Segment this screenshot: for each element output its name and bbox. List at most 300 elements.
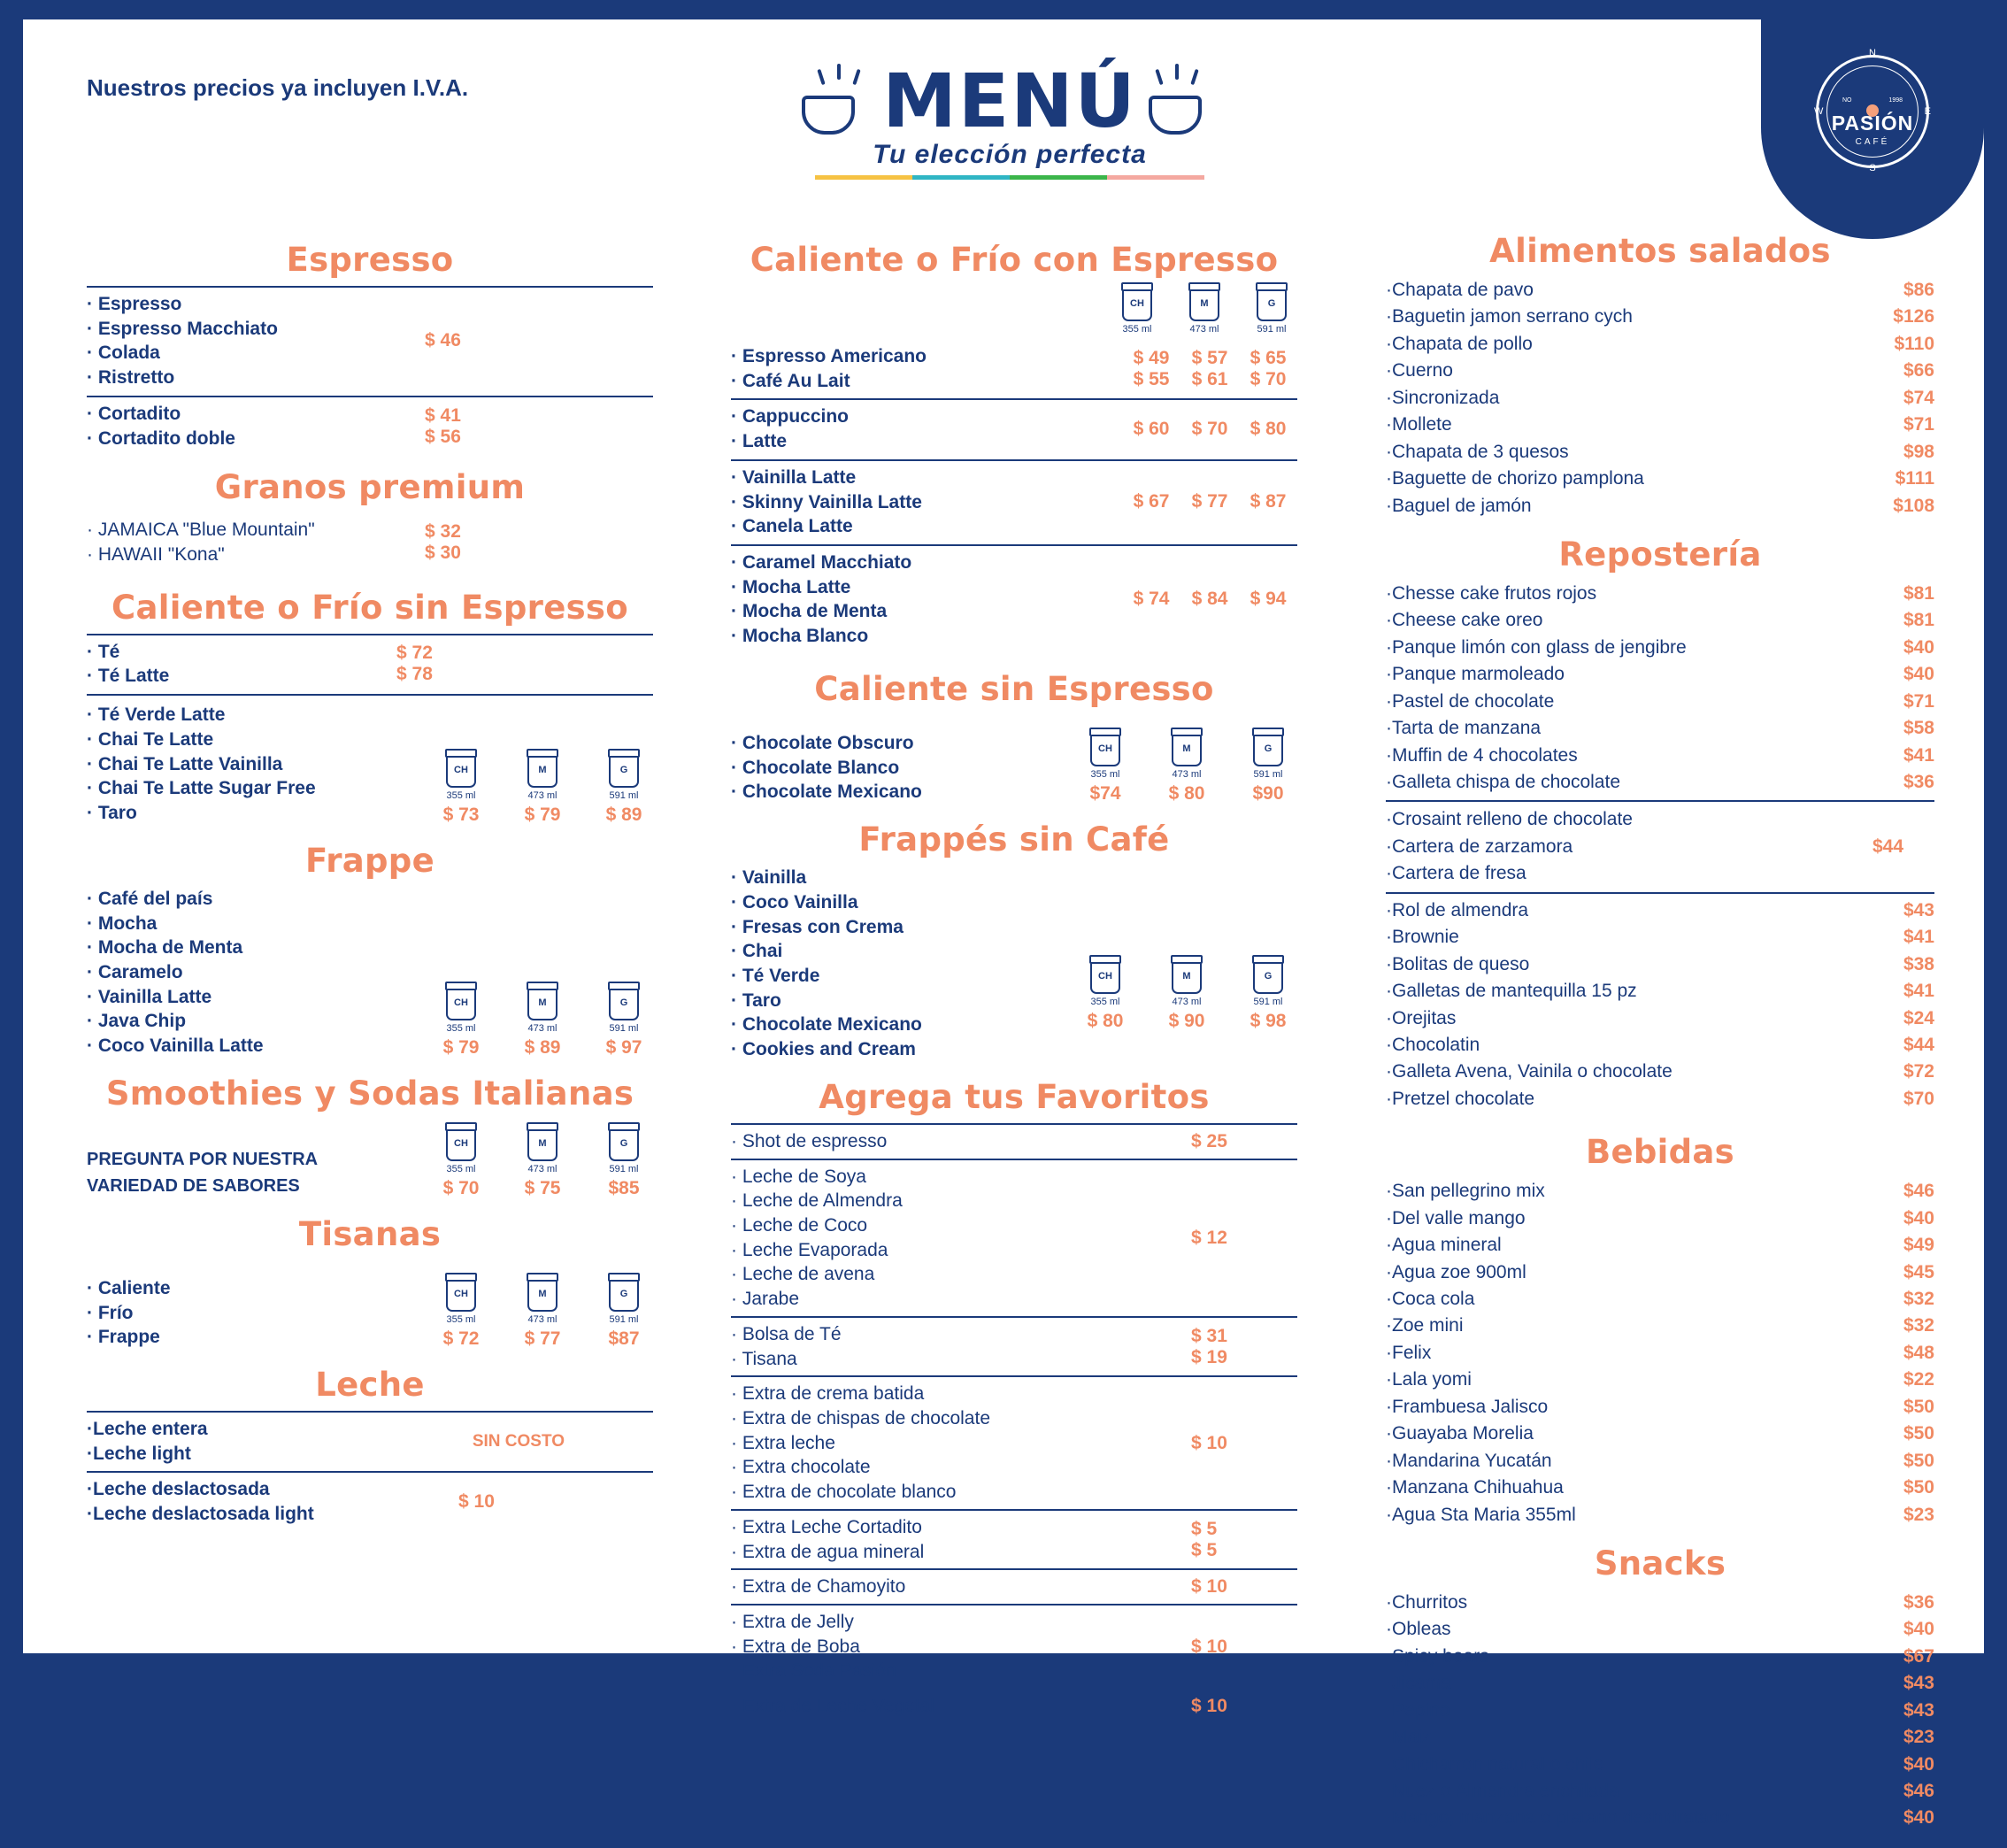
iva-note: Nuestros precios ya incluyen I.V.A. <box>87 74 469 101</box>
cup-icon-g <box>1253 731 1283 766</box>
cup-size-label: G <box>619 1137 628 1149</box>
cup-icon-g <box>1253 959 1283 994</box>
con-espresso-group-3 <box>731 461 1297 546</box>
size-ch <box>432 752 490 826</box>
price: $22 <box>1903 1369 1934 1390</box>
column-right <box>1386 232 1934 1848</box>
price: $ 5 <box>1191 1539 1218 1560</box>
list-item: · Chocolate Blanco <box>731 757 900 778</box>
price: $111 <box>1895 468 1934 489</box>
list-item: ·Chicharron natural o chile $40 <box>1386 1753 1934 1775</box>
list-item: ·Mango, manzana o platano deshidratado $40 <box>1386 1807 1934 1829</box>
list-item: ·Bolitas de queso $38 <box>1386 953 1934 974</box>
price: $23 <box>1903 1727 1934 1748</box>
price: $44 <box>1903 1034 1934 1055</box>
size-prices <box>1076 731 1297 805</box>
list-item: · Espresso <box>87 294 182 314</box>
price: $ 41 <box>425 404 461 426</box>
price: $ 70 <box>1250 368 1287 389</box>
list-item: ·Tarta de manzana $58 <box>1386 718 1934 739</box>
list-item: · Coco Vainilla Latte <box>87 1036 264 1057</box>
list-item: · Chai Te Latte Sugar Free <box>87 778 316 799</box>
price: $ 19 <box>1191 1346 1227 1367</box>
list-item: · Taro <box>87 803 137 824</box>
section-title-tisanas: Tisanas <box>298 1214 442 1253</box>
cup-icon-ch <box>446 985 476 1020</box>
cup-size-label: G <box>619 764 628 775</box>
list-item: · HAWAII "Kona" <box>87 544 225 566</box>
list-item: · Cappuccino <box>731 406 850 427</box>
list-item: ·Guayaba Morelia $50 <box>1386 1423 1934 1444</box>
cup-ml-label: 473 ml <box>527 789 558 801</box>
price: $ 25 <box>1191 1130 1227 1151</box>
price: $ 80 <box>1168 783 1205 805</box>
cup-ml-label: 473 ml <box>1189 324 1219 335</box>
list-item: · Shot de espresso <box>731 1130 888 1151</box>
size-g <box>595 752 653 826</box>
cup-size-label: G <box>619 1288 628 1299</box>
price: $40 <box>1903 1619 1934 1640</box>
price: $50 <box>1903 1396 1934 1417</box>
cup-size-label: CH <box>454 764 468 775</box>
list-item: ·Jicama $43 <box>1386 1673 1934 1694</box>
list-item: · Chai Te Latte Vainilla <box>87 753 283 774</box>
size-m <box>513 1126 572 1199</box>
price: $ 10 <box>1191 1696 1227 1717</box>
price: $ 94 <box>1250 589 1287 610</box>
cup-ml-label: 591 ml <box>609 1163 639 1174</box>
list-item: · Té Verde <box>731 965 820 986</box>
column-center <box>731 241 1297 1739</box>
list-item: ·Sincronizada $74 <box>1386 387 1934 408</box>
price: $ 90 <box>1168 1010 1205 1031</box>
list-item: ·Chocolatin $44 <box>1386 1034 1934 1055</box>
list-item: · Extra de Chamoyito <box>731 1576 906 1598</box>
list-item: ·Agua zoe 900ml $45 <box>1386 1261 1934 1282</box>
price: $ 56 <box>425 426 461 447</box>
list-item: · Caliente <box>87 1277 171 1298</box>
leche-group-2 <box>87 1473 653 1531</box>
price: $ 30 <box>425 543 461 564</box>
favoritos-row <box>731 1160 1297 1318</box>
cup-icon-ch <box>1122 286 1152 321</box>
size-ch <box>1076 959 1134 1032</box>
list-item: · Vainilla <box>731 867 807 889</box>
size-ch <box>1076 731 1134 805</box>
list-item: ·Agua Sta Maria 355ml $23 <box>1386 1504 1934 1525</box>
size-prices <box>432 1276 653 1350</box>
price: $86 <box>1903 280 1934 300</box>
tisanas-group <box>87 1260 653 1350</box>
list-item: · Espresso Americano <box>731 346 927 366</box>
list-item: ·Panque marmoleado $40 <box>1386 664 1934 685</box>
menu-page <box>23 19 1984 1829</box>
section-title-frappe: Frappe <box>305 841 434 880</box>
cup-icon-m <box>527 752 558 788</box>
cup-ml-label: 473 ml <box>1172 996 1202 1007</box>
brand-text <box>1819 112 1926 147</box>
favoritos-row <box>731 1123 1297 1160</box>
cup-size-label: CH <box>1130 298 1144 309</box>
list-item: ·Leche deslactosada light <box>87 1504 314 1525</box>
section-title-leche: Leche <box>315 1365 425 1404</box>
list-item: ·Agua mineral $49 <box>1386 1235 1934 1256</box>
price: $ 46 <box>425 330 461 351</box>
price: $66 <box>1903 360 1934 381</box>
section-granos-premium <box>87 468 653 572</box>
list-item: ·San pellegrino mix $46 <box>1386 1181 1934 1202</box>
section-title-sin-espresso: Caliente o Frío sin Espresso <box>112 588 628 627</box>
list-item: · Colada <box>87 343 160 364</box>
cup-size-label: M <box>538 764 547 775</box>
cup-ml-label: 355 ml <box>446 1022 476 1034</box>
price: $ 49 <box>1133 347 1170 368</box>
cup-size-label: M <box>538 1288 547 1299</box>
list-item: · Extra Soda Pasión <box>731 1660 896 1682</box>
menu-title: MENÚ <box>882 58 1137 144</box>
size-m <box>513 1276 572 1350</box>
espresso-group-1 <box>87 286 653 397</box>
con-espresso-group-4 <box>731 546 1297 654</box>
price: $ 57 <box>1191 347 1228 368</box>
price: $ 73 <box>442 804 480 825</box>
cup-size-label: CH <box>454 997 468 1008</box>
favoritos-row <box>731 1511 1297 1570</box>
price: $40 <box>1903 1207 1934 1228</box>
list-item: ·Coca cola $32 <box>1386 1289 1934 1309</box>
list-item: · Taro <box>731 989 781 1011</box>
list-item: ·Mandarina Yucatán $50 <box>1386 1450 1934 1471</box>
section-snacks <box>1386 1544 1934 1832</box>
section-espresso <box>87 241 653 452</box>
list-item: · Chai Te Latte <box>87 728 214 750</box>
list-item: · JAMAICA "Blue Mountain" <box>87 520 315 541</box>
cup-ml-label: 473 ml <box>527 1022 558 1034</box>
price-group <box>425 521 504 564</box>
cup-size-label: G <box>1264 743 1273 755</box>
size-g <box>595 1126 653 1199</box>
section-caliente-sin-espresso <box>731 670 1297 805</box>
price: $ 60 <box>1133 419 1170 440</box>
sin-espresso-group-1 <box>87 634 653 696</box>
list-item: ·Obleas $40 <box>1386 1619 1934 1640</box>
reposteria-group <box>1386 802 1934 893</box>
price: $90 <box>1252 783 1284 805</box>
cup-ml-label: 473 ml <box>1172 769 1202 781</box>
price: SIN COSTO <box>472 1431 565 1451</box>
price: $ 72 <box>396 643 433 664</box>
list-item: · Vainilla Latte <box>731 466 857 488</box>
price: $87 <box>608 1328 640 1349</box>
size-m <box>1157 959 1216 1032</box>
cup-size-label: CH <box>1098 970 1112 982</box>
cup-ml-label: 355 ml <box>1122 324 1152 335</box>
list-item: · Chocolate Mexicano <box>731 782 922 803</box>
price: $36 <box>1903 1591 1934 1613</box>
list-item: · Café del país <box>87 888 213 909</box>
brand-sub: CAFÉ <box>1855 137 1890 147</box>
cup-ml-label: 355 ml <box>1090 769 1120 781</box>
price: $46 <box>1903 1181 1934 1202</box>
cup-ml-label: 591 ml <box>609 1313 639 1325</box>
list-item: · Frappe <box>87 1327 160 1348</box>
espresso-group-2 <box>87 397 653 452</box>
list-item: · Mocha de Menta <box>87 937 243 959</box>
list-item: · Té <box>87 641 120 662</box>
list-item: · Caramel Macchiato <box>731 552 912 574</box>
cup-icon-m <box>1172 731 1202 766</box>
list-item: ·Chapata de pavo $86 <box>1386 280 1934 300</box>
list-item: ·Pastel de chocolate $71 <box>1386 690 1934 712</box>
smoothies-note-line1: PREGUNTA POR NUESTRA <box>87 1149 319 1169</box>
brand-name: PASIÓN <box>1831 112 1914 135</box>
price: $41 <box>1903 744 1934 766</box>
frappe-group <box>87 887 653 1059</box>
price: $ 70 <box>1191 419 1228 440</box>
cup-icon-g <box>609 752 639 788</box>
color-bars <box>815 175 1204 180</box>
list-item: ·Cartera de fresa <box>1386 863 1526 884</box>
size-g <box>1239 959 1297 1032</box>
section-title-salados: Alimentos salados <box>1489 232 1831 270</box>
section-title-favoritos: Agrega tus Favoritos <box>819 1077 1210 1116</box>
price: $ 80 <box>1250 419 1287 440</box>
cup-icon-g <box>609 985 639 1020</box>
price: $50 <box>1903 1423 1934 1444</box>
list-item: ·Cuerno $66 <box>1386 360 1934 381</box>
list-item: ·Maiz $23 <box>1386 1727 1934 1748</box>
price: $32 <box>1903 1289 1934 1309</box>
cup-icon-g <box>609 1276 639 1312</box>
section-frappes-sin-cafe <box>731 820 1297 1062</box>
section-frappe <box>87 842 653 1059</box>
list-item: · Mocha Latte <box>731 576 851 597</box>
list-item: ·Zoe mini $32 <box>1386 1315 1934 1336</box>
price: $71 <box>1903 690 1934 712</box>
price-group <box>1191 1519 1297 1561</box>
price: $49 <box>1903 1235 1934 1256</box>
cup-icon-ch <box>446 752 476 788</box>
price: $50 <box>1903 1450 1934 1471</box>
cup-icon-m <box>527 985 558 1020</box>
price-grid <box>1122 589 1297 610</box>
list-item: ·Muffin de 4 chocolates $41 <box>1386 744 1934 766</box>
list-item: ·Leche deslactosada <box>87 1479 270 1500</box>
list-item: ·Chapata de 3 quesos $98 <box>1386 441 1934 462</box>
price: $ 97 <box>605 1036 642 1058</box>
cup-size-label: CH <box>454 1137 468 1149</box>
cup-ml-label: 355 ml <box>1090 996 1120 1007</box>
price: $40 <box>1903 636 1934 658</box>
section-title-caliente-sin-espresso: Caliente sin Espresso <box>814 669 1214 708</box>
size-prices <box>432 752 653 826</box>
price: $58 <box>1903 718 1934 739</box>
cup-size-label: G <box>1264 970 1273 982</box>
list-item: · Fresas con Crema <box>731 916 904 937</box>
list-item: · Espresso Macchiato <box>87 318 278 339</box>
price: $ 84 <box>1191 589 1228 610</box>
list-item: · Leche de Coco <box>731 1214 868 1236</box>
list-item: · Coco Vainilla <box>731 891 858 912</box>
section-alimentos-salados <box>1386 232 1934 520</box>
list-item: · Tisana <box>731 1348 797 1369</box>
size-g <box>1239 731 1297 805</box>
price-group <box>396 643 476 685</box>
compass-north-label: N <box>1869 48 1876 58</box>
price: $43 <box>1903 1673 1934 1694</box>
column-left <box>87 241 653 1548</box>
price: $40 <box>1903 664 1934 685</box>
snacks-list <box>1386 1590 1934 1832</box>
granos-list <box>87 513 653 572</box>
cup-icon-ch <box>1090 959 1120 994</box>
compass-tl-label: NO <box>1842 97 1852 104</box>
cup-ml-label: 591 ml <box>609 789 639 801</box>
price: $45 <box>1903 1261 1934 1282</box>
cup-icon-g <box>1257 286 1287 321</box>
cup-size-label: M <box>1200 298 1209 309</box>
list-item: ·Galleta chispa de chocolate $36 <box>1386 772 1934 792</box>
list-item: · Extra de Leche Vegetal <box>731 1696 934 1717</box>
price: $71 <box>1903 414 1934 435</box>
price: $ 5 <box>1191 1518 1218 1539</box>
section-agrega-favoritos <box>731 1078 1297 1723</box>
section-title-frappes: Frappés sin Café <box>858 820 1170 859</box>
price-grid <box>1122 348 1297 390</box>
list-item: · Té Latte <box>87 666 170 687</box>
list-item: · Chocolate Mexicano <box>731 1014 922 1036</box>
list-item: · Extra chocolate <box>731 1457 871 1478</box>
price: $ 10 <box>1191 1576 1227 1598</box>
size-g <box>595 985 653 1059</box>
cup-size-label: G <box>1267 298 1276 309</box>
bebidas-list <box>1386 1178 1934 1528</box>
price: $ 10 <box>1191 1432 1227 1453</box>
favoritos-row <box>731 1377 1297 1511</box>
price-group <box>1191 1326 1297 1368</box>
list-item: · Ristretto <box>87 367 175 389</box>
price: $74 <box>1903 387 1934 408</box>
price: $ 79 <box>524 804 561 825</box>
reposteria-list-2 <box>1386 894 1934 1118</box>
list-item: · Cortadito doble <box>87 427 235 449</box>
size-ch <box>432 985 490 1059</box>
price: $ 74 <box>1133 589 1170 610</box>
size-m <box>1157 731 1216 805</box>
price: $81 <box>1903 582 1934 604</box>
con-espresso-group-1 <box>731 340 1297 400</box>
price: $ 79 <box>442 1036 480 1058</box>
list-item: · Leche Evaporada <box>731 1239 888 1260</box>
price: $ 75 <box>524 1177 561 1198</box>
menu-subtitle: Tu elección perfecta <box>873 140 1147 169</box>
list-item: ·Pretzel chocolate $70 <box>1386 1088 1934 1109</box>
price: $81 <box>1903 610 1934 631</box>
list-item: · Mocha de Menta <box>731 601 888 622</box>
list-item: · Extra de Jelly <box>731 1612 854 1633</box>
list-item: ·Lala yomi $22 <box>1386 1369 1934 1390</box>
price: $108 <box>1893 495 1934 516</box>
size-header-icons <box>731 286 1297 335</box>
list-item: ·Galletas de mantequilla 15 pz $41 <box>1386 981 1934 1002</box>
price: $ 12 <box>1191 1227 1227 1248</box>
cup-ml-label: 591 ml <box>1253 769 1283 781</box>
list-item: ·Brownie $41 <box>1386 927 1934 948</box>
price: $ 65 <box>1250 347 1287 368</box>
list-item: · Leche de Almendra <box>731 1190 903 1212</box>
price: $ 10 <box>458 1491 495 1513</box>
cup-ml-label: 355 ml <box>446 1313 476 1325</box>
list-item: · Chai <box>731 941 783 962</box>
reposteria-list-1 <box>1386 581 1934 803</box>
sin-espresso-group-2 <box>87 696 653 826</box>
price: $40 <box>1903 1807 1934 1829</box>
price-group <box>425 405 504 448</box>
list-item: · Latte <box>731 431 787 452</box>
price: $ 89 <box>605 804 642 825</box>
section-bebidas <box>1386 1133 1934 1528</box>
price: $ 80 <box>1087 1010 1124 1031</box>
price: $41 <box>1903 981 1934 1002</box>
favoritos-row <box>731 1690 1297 1723</box>
section-title-smoothies: Smoothies y Sodas Italianas <box>105 1074 634 1113</box>
list-item: · Extra Leche Cortadito <box>731 1516 922 1537</box>
price: $48 <box>1903 1342 1934 1363</box>
size-ch <box>1115 286 1159 335</box>
list-item: · Skinny Vainilla Latte <box>731 491 922 512</box>
price-grid <box>1122 491 1297 512</box>
list-item: · Caramelo <box>87 961 183 982</box>
price: $ 32 <box>425 521 461 543</box>
price: $72 <box>1903 1061 1934 1082</box>
price: $24 <box>1903 1007 1934 1028</box>
list-item: ·Nuez o Almendra enchilada $46 <box>1386 1781 1934 1801</box>
list-item: · Chocolate Obscuro <box>731 732 914 753</box>
list-item: · Cortadito <box>87 403 181 424</box>
list-item: ·Panque limón con glass de jengibre $40 <box>1386 636 1934 658</box>
price: $110 <box>1894 333 1934 354</box>
size-g <box>595 1276 653 1350</box>
list-item: ·Manzana Chihuahua $50 <box>1386 1477 1934 1498</box>
list-item: ·Frambuesa Jalisco $50 <box>1386 1396 1934 1417</box>
cup-icon-ch <box>446 1126 476 1161</box>
compass-tr-label: 1998 <box>1888 97 1903 104</box>
section-caliente-frio-sin-espresso <box>87 589 653 826</box>
price: $ 87 <box>1250 491 1287 512</box>
price: $23 <box>1903 1504 1934 1525</box>
section-leche <box>87 1366 653 1532</box>
smoothies-note-line2: VARIEDAD DE SABORES <box>87 1175 300 1196</box>
list-item: ·Cheese cake oreo $81 <box>1386 610 1934 631</box>
cup-icon-m <box>1172 959 1202 994</box>
list-item: ·Galleta Avena, Vainila o chocolate $72 <box>1386 1061 1934 1082</box>
price: $ 31 <box>1191 1325 1227 1346</box>
price: $44 <box>1872 836 1904 858</box>
list-item: · Leche de avena <box>731 1264 875 1285</box>
price: $ 55 <box>1133 368 1170 389</box>
size-prices <box>1076 959 1297 1062</box>
con-espresso-group-2 <box>731 400 1297 460</box>
cup-size-label: M <box>538 997 547 1008</box>
frappes-group <box>731 866 1297 1062</box>
list-item: · Extra leche <box>731 1432 835 1453</box>
price: $ 89 <box>524 1036 561 1058</box>
price: $ 67 <box>1133 491 1170 512</box>
size-prices <box>432 985 653 1059</box>
list-item: · Mocha <box>87 912 158 934</box>
price: $46 <box>1903 1781 1934 1801</box>
list-item: · Bolsa de Té <box>731 1323 842 1344</box>
